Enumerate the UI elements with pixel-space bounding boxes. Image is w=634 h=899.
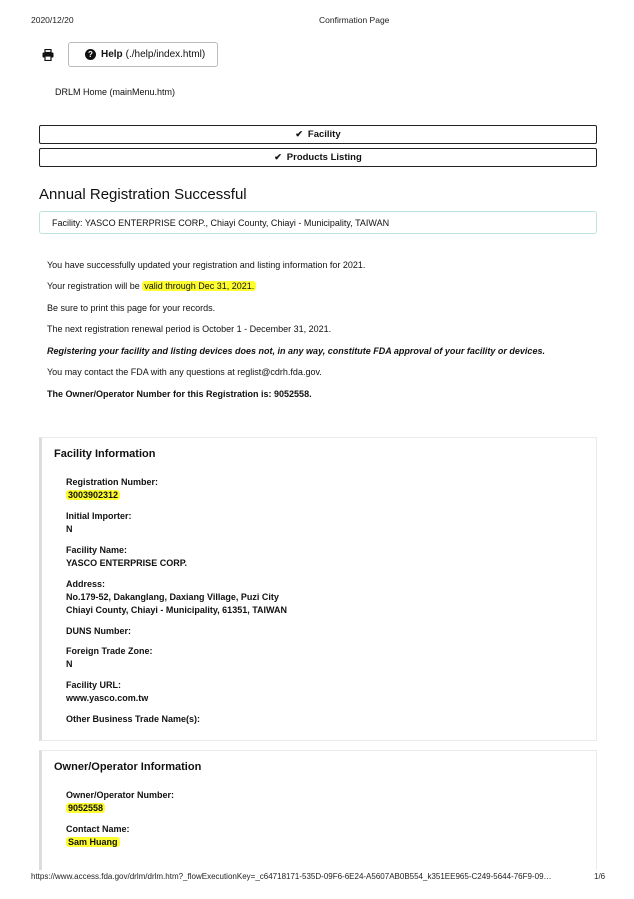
check-icon: ✔ — [295, 129, 303, 139]
page-title: Annual Registration Successful — [39, 186, 247, 203]
valid-highlight: valid through Dec 31, 2021. — [144, 281, 255, 291]
owner-operator-number-value: 9052558 — [68, 803, 104, 813]
help-url: (./help/index.html) — [125, 49, 206, 60]
address-label: Address: — [66, 579, 106, 589]
contact-name-value: Sam Huang — [68, 837, 118, 847]
message-valid-through — [47, 281, 256, 291]
facility-information-card — [39, 437, 597, 741]
foreign-trade-zone-value: N — [66, 659, 73, 669]
facility-information-heading: Facility Information — [54, 448, 156, 460]
message-contact: You may contact the FDA with any questions at reglist@cdrh.fda.gov. — [47, 367, 322, 377]
valid-prefix: Your registration will be — [47, 281, 140, 291]
check-icon: ✔ — [274, 152, 282, 162]
help-button[interactable] — [68, 42, 218, 67]
printer-icon[interactable] — [42, 48, 54, 60]
facility-summary: Facility: YASCO ENTERPRISE CORP., Chiayi County, Chiayi - Municipality, TAIWAN — [39, 211, 597, 234]
initial-importer-label: Initial Importer: — [66, 511, 132, 521]
registration-number-label: Registration Number: — [66, 477, 159, 487]
help-label: Help — [101, 49, 123, 60]
tab-products-listing-label: Products Listing — [286, 152, 362, 163]
home-link[interactable]: DRLM Home (mainMenu.htm) — [55, 87, 176, 97]
message-disclaimer: Registering your facility and listing devices does not, in any way, constitute FDA approval of your facility or devices. — [47, 346, 545, 356]
facility-name-label: Facility Name: — [66, 545, 128, 555]
print-page-title: Confirmation Page — [319, 15, 390, 25]
message-print: Be sure to print this page for your records. — [47, 303, 216, 313]
print-date: 2020/12/20 — [31, 15, 74, 25]
foreign-trade-zone-label: Foreign Trade Zone: — [66, 646, 153, 656]
address-line-1: No.179-52, Dakanglang, Daxiang Village, Puzi City — [66, 592, 279, 602]
initial-importer-value: N — [66, 524, 73, 534]
question-circle-icon: ? — [85, 49, 96, 60]
print-footer-page: 1/6 — [594, 872, 606, 881]
facility-url-label: Facility URL: — [66, 680, 122, 690]
facility-url-value: www.yasco.com.tw — [66, 693, 149, 703]
facility-name-value: YASCO ENTERPRISE CORP. — [66, 558, 188, 568]
contact-name-label: Contact Name: — [66, 824, 130, 834]
message-updated: You have successfully updated your registration and listing information for 2021. — [47, 260, 366, 270]
owner-operator-information-card — [39, 750, 597, 870]
message-renewal: The next registration renewal period is October 1 - December 31, 2021. — [47, 324, 332, 334]
registration-number-value: 3003902312 — [68, 490, 119, 500]
tab-products-listing[interactable] — [39, 148, 597, 167]
address-line-2: Chiayi County, Chiayi - Municipality, 61351, TAIWAN — [66, 605, 288, 615]
owner-operator-number-label: Owner/Operator Number: — [66, 790, 175, 800]
duns-number-label: DUNS Number: — [66, 626, 132, 636]
tab-facility-label: Facility — [307, 129, 341, 140]
message-owner-number: The Owner/Operator Number for this Registration is: 9052558. — [47, 389, 312, 399]
print-footer-url: https://www.access.fda.gov/drlm/drlm.htm?_flowExecutionKey=_c64718171-535D-09F6-6E24-A5607AB0B554_k351EE965-C249-5644-76F9-09… — [31, 872, 552, 881]
tab-facility[interactable] — [39, 125, 597, 144]
other-trade-names-label: Other Business Trade Name(s): — [66, 714, 201, 724]
owner-operator-heading: Owner/Operator Information — [54, 761, 202, 773]
